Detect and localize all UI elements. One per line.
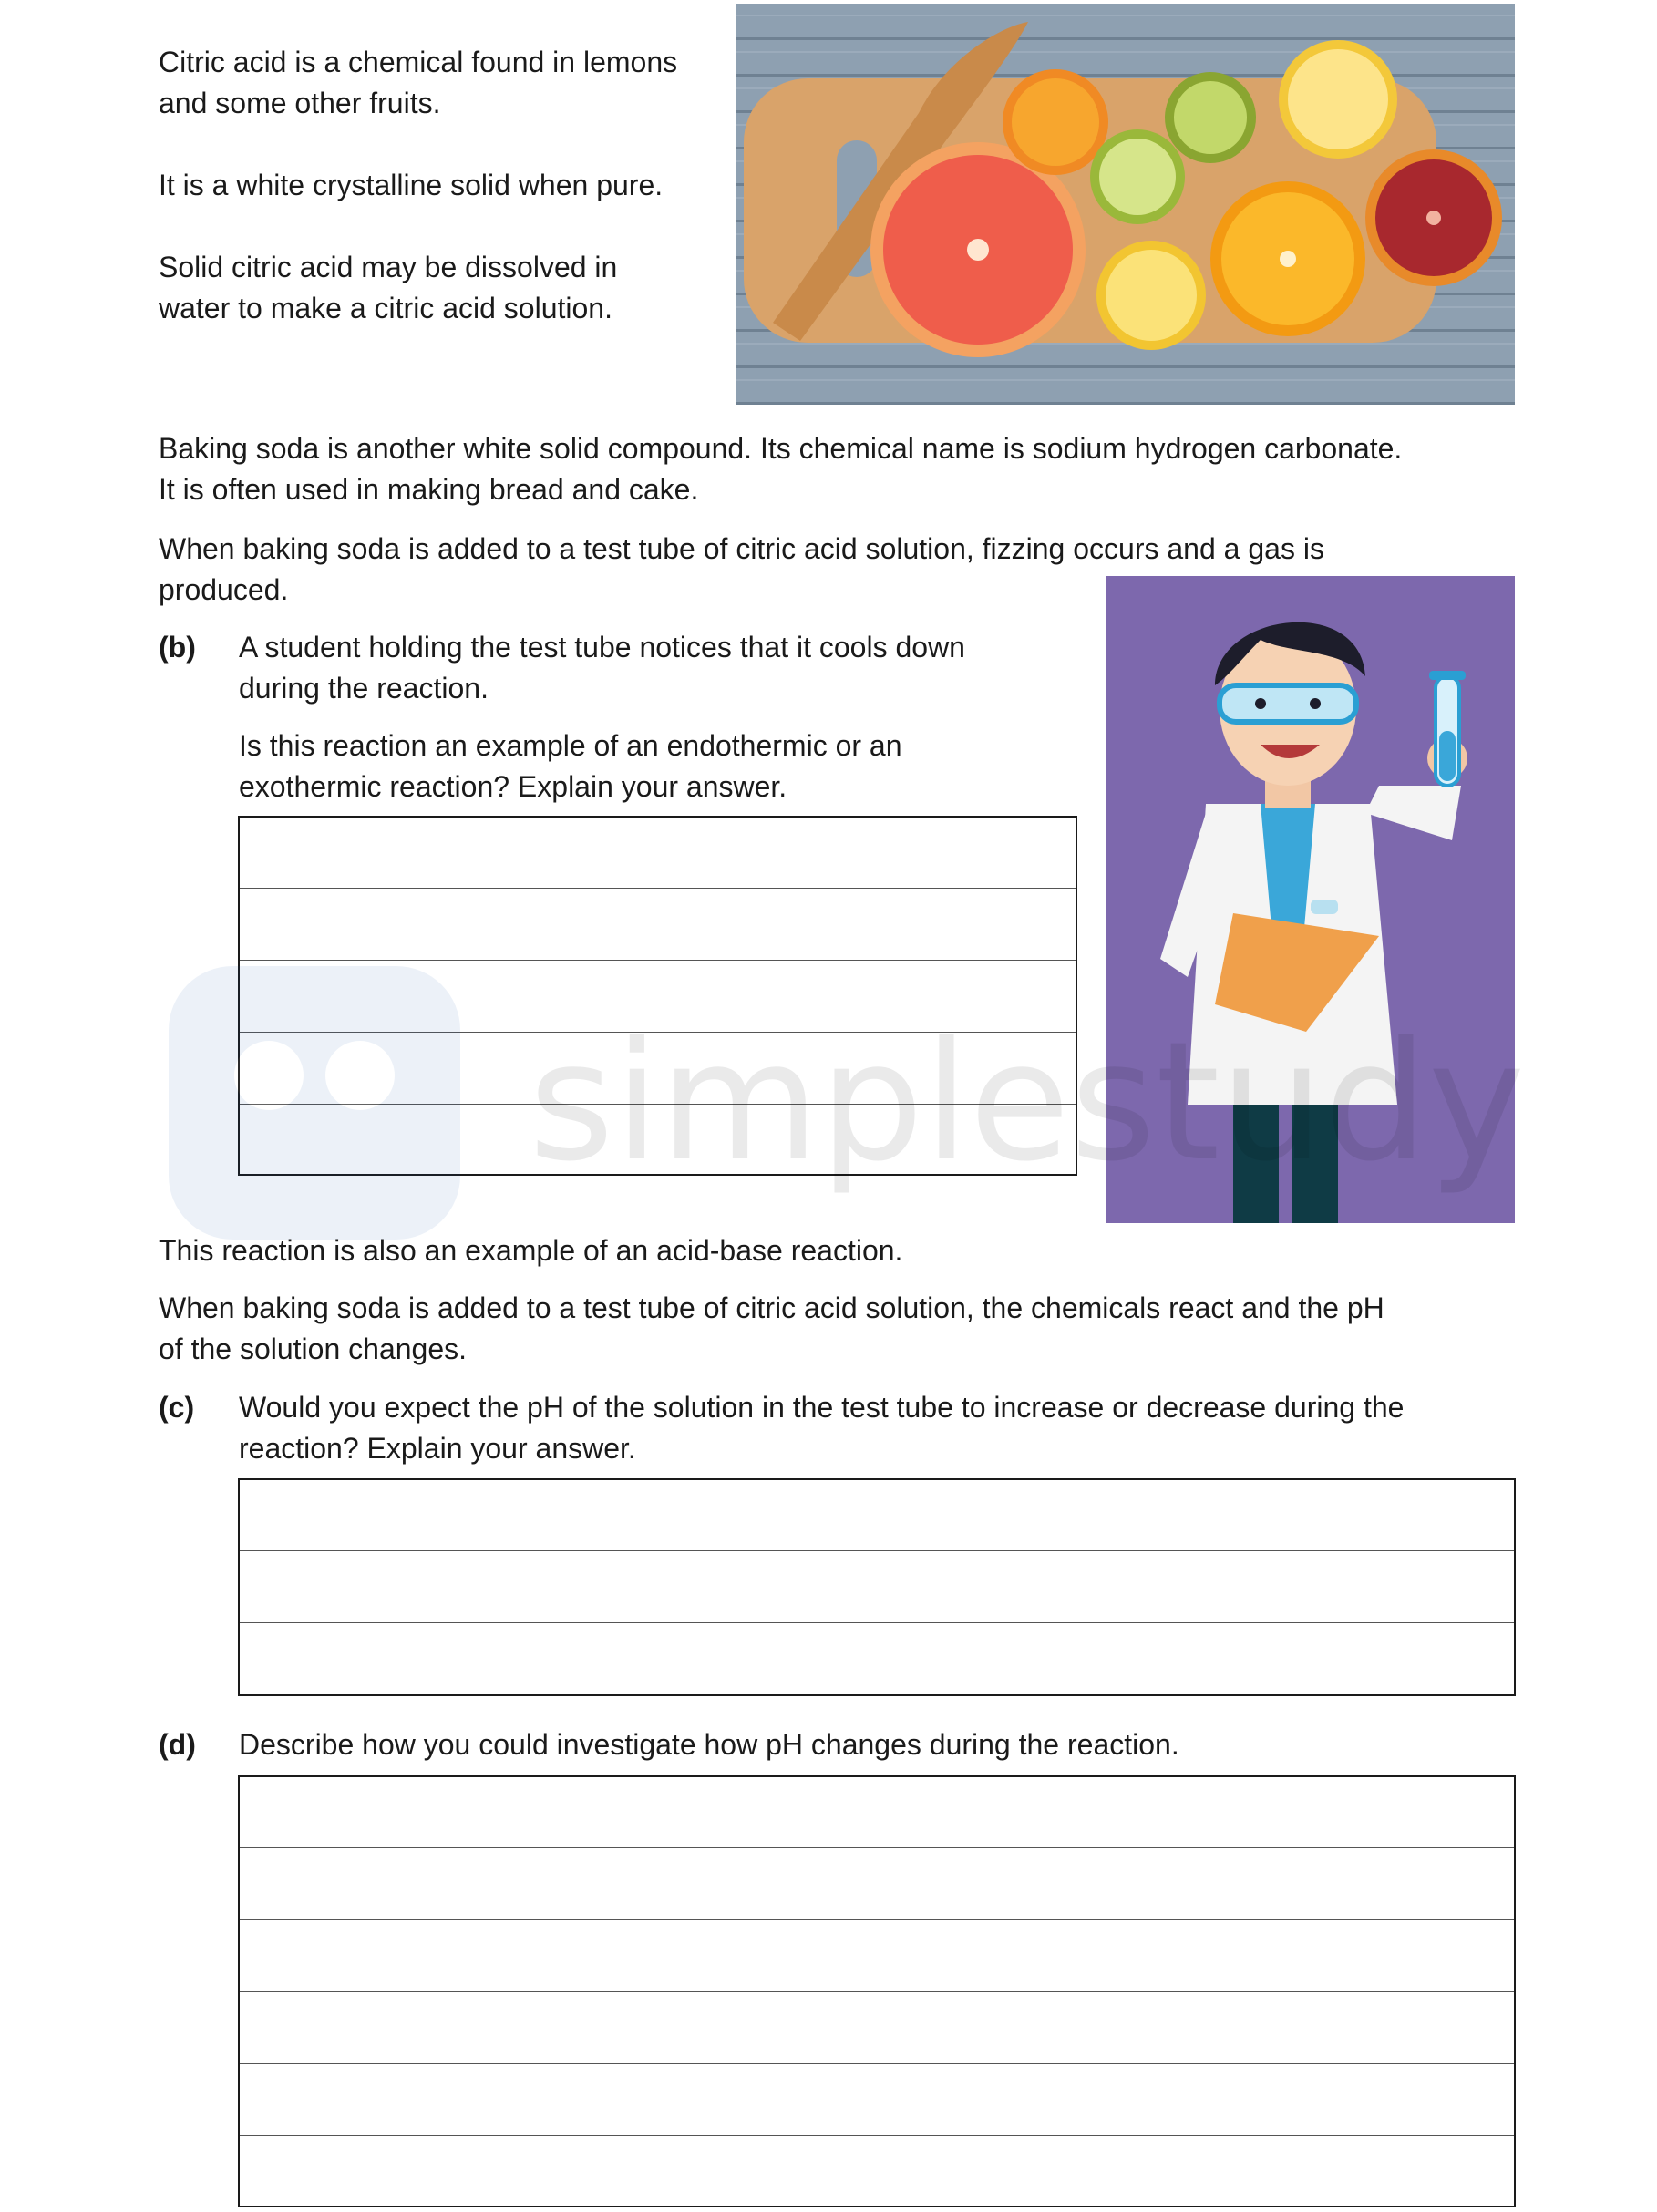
acid-base-line-1: This reaction is also an example of an acid-base reaction. [159, 1234, 903, 1267]
intro-line-2: and some other fruits. [159, 87, 441, 119]
question-c-line-1: Would you expect the pH of the solution in the test tube to increase or decrease during the [239, 1391, 1405, 1424]
citrus-fruits-illustration [736, 4, 1515, 405]
acid-base-text [159, 1230, 1526, 1370]
question-c-text [239, 1387, 1533, 1469]
intro-line-4: Solid citric acid may be dissolved in [159, 251, 618, 283]
question-b-text [239, 627, 1059, 808]
question-b-line-1: A student holding the test tube notices that it cools down [239, 631, 965, 664]
fizzing-line-1: When baking soda is added to a test tube of citric acid solution, fizzing occurs and a gas is [159, 532, 1324, 565]
citrus-fruits-image [736, 4, 1515, 405]
answer-box-b[interactable] [238, 816, 1077, 1176]
question-d-text [239, 1724, 1533, 1765]
question-c-label: (c) [159, 1391, 195, 1424]
acid-base-line-2: When baking soda is added to a test tube of citric acid solution, the chemicals react and the pH [159, 1291, 1384, 1324]
scientist-image [1106, 576, 1515, 1223]
intro-line-1: Citric acid is a chemical found in lemons [159, 46, 678, 78]
question-b-label: (b) [159, 631, 196, 664]
question-b-line-3: Is this reaction an example of an endothermic or an [239, 729, 902, 762]
question-d-line-1: Describe how you could investigate how pH changes during the reaction. [239, 1728, 1179, 1761]
baking-soda-line-2: It is often used in making bread and cake. [159, 473, 699, 506]
acid-base-line-3: of the solution changes. [159, 1332, 468, 1365]
intro-line-5: water to make a citric acid solution. [159, 292, 612, 324]
intro-text [159, 42, 733, 329]
question-d-label: (d) [159, 1728, 196, 1761]
question-c-line-2: reaction? Explain your answer. [239, 1432, 636, 1465]
question-b-line-4: exothermic reaction? Explain your answer. [239, 770, 787, 803]
question-b-line-2: during the reaction. [239, 672, 489, 705]
fizzing-line-2: produced. [159, 573, 289, 606]
watermark-text: simplestudy [529, 1007, 1526, 1198]
baking-soda-line-1: Baking soda is another white solid compound. Its chemical name is sodium hydrogen carbonate. [159, 432, 1403, 465]
intro-line-3: It is a white crystalline solid when pure. [159, 169, 664, 201]
answer-box-c[interactable] [238, 1478, 1516, 1696]
scientist-illustration [1106, 576, 1515, 1223]
baking-soda-text [159, 428, 1526, 510]
answer-box-d[interactable] [238, 1775, 1516, 2207]
